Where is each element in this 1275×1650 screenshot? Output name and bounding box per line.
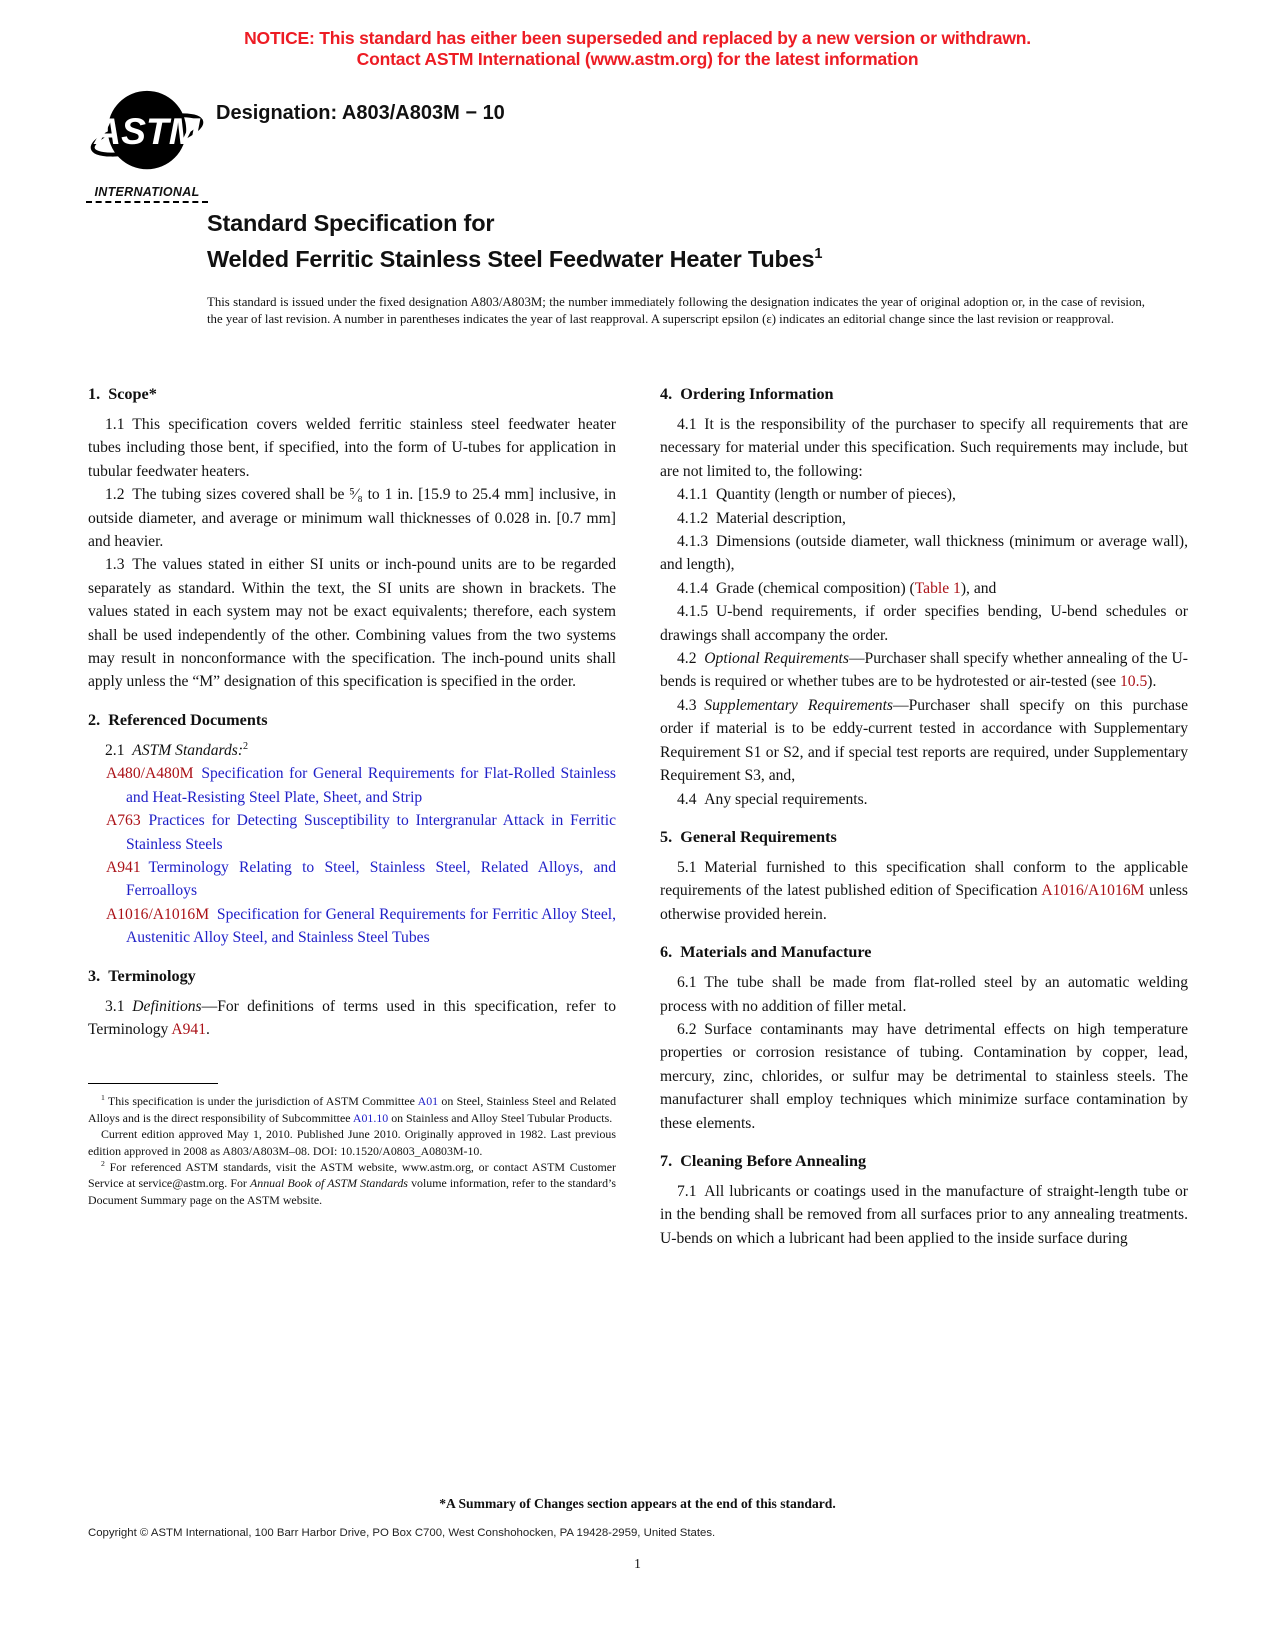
ref-link[interactable]: Table 1 (914, 579, 961, 597)
astm-logo (86, 84, 208, 203)
title-line-2: Welded Ferritic Stainless Steel Feedwater Heater Tubes$^1$ (207, 245, 823, 272)
referenced-standard (88, 762, 616, 809)
paragraph: 4.1.4 Grade (chemical composition) (Table 1), and (677, 579, 997, 597)
issued-statement: This standard is issued under the fixed designation A803/A803M; the number immediately following the designation indicates the year of original adoption or, in the case of revision, the year of last revision. A number in parentheses indicates the year of last reapproval. A superscript epsilon (ε) indicates an editorial change since the last revision or reapproval. (207, 295, 1145, 326)
paragraph: 1.3 The values stated in either SI units or inch-pound units are to be regarded separately as standard. Within the text, the SI units are shown in brackets. The values stated in each system may not be exact equivalents; therefore, each system shall be used independently of the other. Combining values from the two systems may result in nonconformance with the specification. The inch-pound units shall apply unless the “M” designation of this specification is specified in the order. (88, 556, 616, 691)
ref-link[interactable]: Specification for General Requirements for Ferritic Alloy Steel, Austenitic Alloy Steel, and Stainless Steel Tubes (126, 905, 616, 947)
paragraph: 4.2 Optional Requirements—Purchaser shall specify whether annealing of the U-bends is required or whether tubes are to be hydrotested or air-tested (see 10.5). (660, 650, 1188, 691)
paragraph: 4.1.2 Material description, (677, 509, 846, 527)
paragraph: 4.1.5 U-bend requirements, if order specifies bending, U-bend schedules or drawings shall accompany the order. (660, 603, 1188, 644)
paragraph: 3.1 Definitions—For definitions of terms used in this specification, refer to Terminology A941. (88, 997, 616, 1038)
ref-link[interactable]: A01 (417, 1094, 439, 1109)
notice-line-2: Contact ASTM International (www.astm.org) for the latest information (356, 49, 919, 69)
ref-link[interactable]: A941 (106, 858, 141, 876)
designation: Designation: A803/A803M − 10 (216, 102, 505, 124)
ref-link[interactable]: A763 (106, 812, 141, 830)
paragraph: 5.1 Material furnished to this specification shall conform to the applicable requirements of the latest published edition of Specification A1016/A1016M unless otherwise provided herein. (660, 858, 1188, 923)
ref-link[interactable]: Specification for General Requirements for Flat-Rolled Stainless and Heat-Resisting Steel Plate, Sheet, and Strip (126, 765, 616, 806)
right-column (660, 383, 1188, 1250)
footnote: Current edition approved May 1, 2010. Published June 2010. Originally approved in 1982. Last previous edition approved in 2008 as A803/A803M–08. DOI: 10.1520/A0803_A0803M-10. (88, 1127, 616, 1158)
astm-logo-text: ASTM (94, 109, 200, 152)
section-heading: 4. Ordering Information (660, 385, 834, 403)
astm-logo-subtext: INTERNATIONAL (86, 185, 208, 203)
paragraph: 4.3 Supplementary Requirements—Purchaser shall specify on this purchase order if material is to be eddy-current tested in accordance with Supplementary Requirement S1 or S2, and if special test reports are required, under Supplementary Requirement S3, and, (660, 696, 1188, 785)
title-footnote-marker: 1 (814, 246, 823, 262)
paragraph: 7.1 All lubricants or coatings used in the manufacture of straight-length tube or in the bending shall be removed from all surfaces prior to any annealing treatments. U-bends on which a lubricant had been applied to the inside surface during (660, 1182, 1188, 1247)
paragraph: 6.2 Surface contaminants may have detrimental effects on high temperature properties or corrosion resistance of tubing. Contamination by copper, lead, mercury, zinc, chlorides, or sulfur may be detrimental to stainless steels. The manufacturer shall employ techniques which minimize surface contamination by these elements. (660, 1020, 1188, 1132)
footnote: $^2$ For referenced ASTM standards, visit the ASTM website, www.astm.org, or contact ASTM Customer Service at service@astm.org. For Annual Book of ASTM Standards volume information, refer to the standard’s Document Summary page on the ASTM website. (88, 1159, 616, 1207)
footnote: $^1$ This specification is under the jurisdiction of ASTM Committee A01 on Steel, Stainless Steel and Related Alloys and is the direct responsibility of Subcommittee A01.10 on Stainless and Alloy Steel Tubular Products. (88, 1093, 617, 1125)
section-heading: 7. Cleaning Before Annealing (660, 1151, 867, 1170)
paragraph: 4.4 Any special requirements. (677, 790, 868, 808)
astm-globe-icon (88, 84, 206, 182)
paragraph: 6.1 The tube shall be made from flat-rolled steel by an automatic welding process with no addition of filler metal. (660, 974, 1188, 1015)
referenced-standard (88, 903, 616, 950)
section-heading: 6. Materials and Manufacture (660, 943, 872, 962)
section-heading: 5. General Requirements (660, 827, 837, 846)
ref-link[interactable]: Practices for Detecting Susceptibility to Intergranular Attack in Ferritic Stainless Steels (126, 812, 616, 853)
paragraph: 1.2 The tubing sizes covered shall be ⁵⁄₈ to 1 in. [15.9 to 25.4 mm] inclusive, in outside diameter, and average or minimum wall thicknesses of 0.028 in. [0.7 mm] and heavier. (88, 486, 616, 551)
body-columns (88, 383, 1188, 1250)
referenced-standard (88, 856, 616, 903)
title-line-1: Standard Specification for (207, 210, 495, 236)
superseded-notice (0, 28, 1275, 70)
ref-link[interactable]: 10.5 (1119, 673, 1148, 691)
footnotes-block (88, 1083, 616, 1208)
section-heading: 1. Scope* (88, 385, 157, 403)
footnote-rule (88, 1083, 218, 1084)
ref-link[interactable]: A941 (171, 1020, 207, 1038)
document-title (207, 208, 1157, 275)
copyright-line: Copyright © ASTM International, 100 Barr Harbor Drive, PO Box C700, West Conshohocken, PA 19428-2959, United States. (88, 1527, 716, 1539)
summary-of-changes-note: *A Summary of Changes section appears at the end of this standard. (439, 1496, 836, 1511)
ref-link[interactable]: A01.10 (352, 1110, 389, 1125)
section-heading: 2. Referenced Documents (88, 710, 268, 729)
paragraph: 1.1 This specification covers welded ferritic stainless steel feedwater heater tubes including those bent, if specified, into the form of U-tubes for application in tubular feedwater heaters. (88, 416, 616, 480)
paragraph: 4.1.3 Dimensions (outside diameter, wall thickness (minimum or average wall), and length), (660, 533, 1188, 574)
ref-link[interactable]: A1016/A1016M (1041, 882, 1145, 900)
section-heading: 3. Terminology (88, 966, 196, 985)
ref-link[interactable]: A1016/A1016M (106, 905, 210, 923)
notice-line-1: NOTICE: This standard has either been superseded and replaced by a new version or withdrawn. (244, 28, 1031, 48)
paragraph: 2.1 ASTM Standards:$^2$ (105, 740, 249, 759)
referenced-standard (88, 809, 616, 856)
page-number: 1 (634, 1556, 641, 1571)
ref-link[interactable]: Terminology Relating to Steel, Stainless Steel, Related Alloys, and Ferroalloys (126, 858, 616, 900)
ref-link[interactable]: A480/A480M (106, 765, 194, 783)
paragraph: 4.1 It is the responsibility of the purchaser to specify all requirements that are necessary for material under this specification. Such requirements may include, but are not limited to, the following: (660, 416, 1188, 480)
left-column (88, 383, 616, 1250)
paragraph: 4.1.1 Quantity (length or number of pieces), (677, 486, 956, 504)
